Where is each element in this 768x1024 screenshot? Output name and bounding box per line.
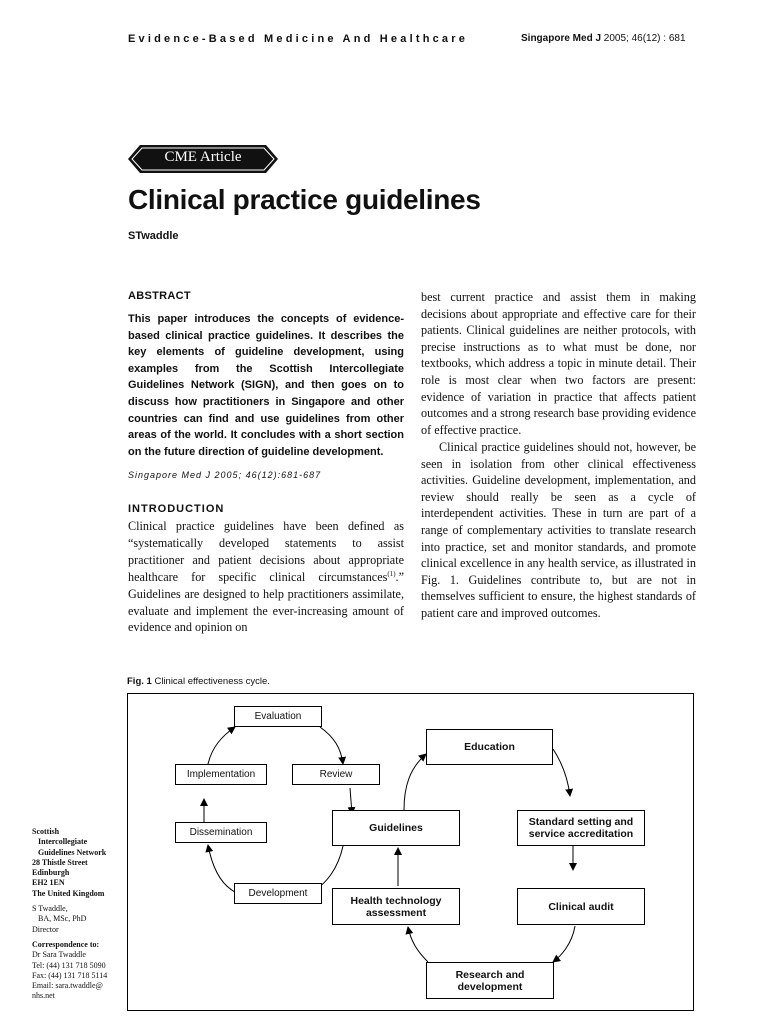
arrow-implementation-to-evaluation [208,727,235,764]
node-review: Review [292,764,380,785]
correspondence-line: Tel: (44) 131 718 5090 [32,960,106,970]
node-dissemination: Dissemination [175,822,267,843]
figure-caption [127,676,270,687]
arrow-development-to-dissemination [208,845,235,892]
node-development: Development [234,883,322,904]
affiliation-org-line: Intercollegiate [38,837,88,847]
node-research-development: Research and development [426,962,554,999]
clinical-effectiveness-diagram [127,693,694,1011]
correspondence-heading: Correspondence to: [32,939,100,949]
correspondence-email-domain: nhs.net [32,991,55,1001]
journal-reference [521,33,686,44]
body-paragraph-2: Clinical practice guidelines should not, however, be seen in isolation from other clinical effectiveness activities. Guideline development, implementation, and review should really be seen as a cycle of interdependent activities. These in turn are part of a range of complementary activities to translate research into practice, set and monitor standards, and promote clinical excellence in any health service, as illustrated in Fig. 1. Guidelines contribute to, but are not in themselves sufficient to ensure, the highest standards of patient care and improved outcomes. [421,440,696,620]
affiliation-org-line: The United Kingdom [32,888,105,898]
correspondence-email: Email: sara.twaddle@ [32,981,103,991]
arrow-audit-to-research [553,926,575,962]
article-title: Clinical practice guidelines [128,184,481,215]
cme-badge [128,142,278,176]
introduction-text [128,518,404,636]
author-credential-line: Director [32,924,59,934]
introduction-text-part-2: .” Guidelines are designed to help practitioners assimilate, evaluate and implement the ever-increasing amount of evidence and opinion on [128,569,404,635]
arrow-evaluation-to-review [320,727,343,764]
body-paragraph-1: best current practice and assist them in making decisions about appropriate and effective care for their patients. Clinical guidelines are neither protocols, with precise instructions as to what must be done, nor textbooks, which address a topic in minute detail. Their role is most clear when two factors are present: evidence of variation in practice that affects patient outcomes and a strong research base providing evidence of effective practice. [421,290,696,437]
author-credential-line: BA, MSc, PhD [38,914,87,924]
introduction-heading: INTRODUCTION [128,503,225,515]
node-health-technology-assessment: Health technology assessment [332,888,460,925]
node-guidelines: Guidelines [332,810,460,846]
arrow-education-to-standards [553,749,570,796]
reference-marker: (1) [387,569,396,578]
figure-label: Fig. 1 [127,676,152,687]
affiliation-block [32,827,126,1002]
running-head: Evidence-Based Medicine And Healthcare [128,33,469,45]
abstract-heading: ABSTRACT [128,290,191,302]
cme-badge-label: CME Article [164,149,242,165]
abstract-text: This paper introduces the concepts of evidence-based clinical practice guidelines. It describes the key elements of guideline development, using examples from the Scottish Intercollegiate Guidelines Network (SIGN), and then goes on to discuss how practitioners in Singapore and other countries can find and use guidelines from other areas of the world. It concludes with a short section on the future direction of guideline development. [128,313,404,458]
node-education: Education [426,729,553,765]
author-name: STwaddle [128,230,179,242]
node-clinical-audit: Clinical audit [517,888,645,925]
figure-caption-text: Clinical effectiveness cycle. [154,676,270,687]
citation: Singapore Med J 2005; 46(12):681-687 [128,470,322,480]
node-evaluation: Evaluation [234,706,322,727]
node-standard-setting: Standard setting and service accreditation [517,810,645,846]
arrow-research-to-hta [408,927,428,962]
affiliation-org-line: Guidelines Network [38,847,107,857]
affiliation-org-line: 28 Thistle Street [32,857,88,867]
node-implementation: Implementation [175,764,267,785]
journal-name: Singapore Med J [521,33,602,44]
introduction-text-part-1: Clinical practice guidelines have been defined as “systematically developed statements to assist practitioner and patient decisions about appropriate healthcare for specific clinical circumstances [128,519,404,584]
affiliation-org-line: EH2 1EN [32,878,65,888]
arrow-guidelines-to-education [404,754,426,810]
affiliation-org-line: Scottish [32,827,60,836]
correspondence-line: Dr Sara Twaddle [32,950,86,960]
affiliation-org-line: Edinburgh [32,868,70,878]
correspondence-line: Fax: (44) 131 718 5114 [32,970,108,980]
author-credential-line: S Twaddle, [32,904,68,914]
journal-volume: 2005; 46(12) : 681 [603,33,686,44]
